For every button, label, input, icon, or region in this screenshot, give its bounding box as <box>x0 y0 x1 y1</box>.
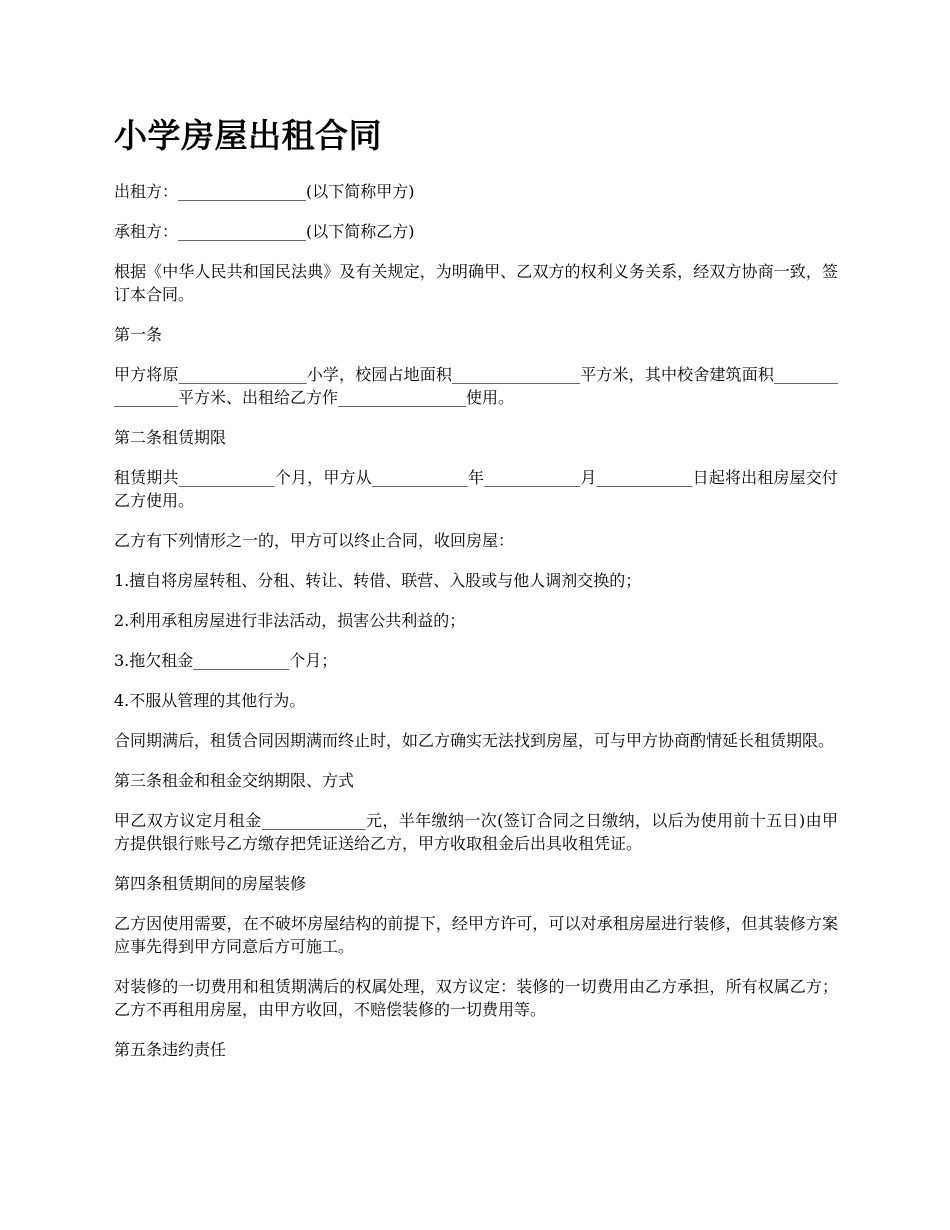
document-body <box>114 180 838 1078</box>
article-4-heading: 第四条租赁期间的房屋装修 <box>114 874 307 893</box>
preamble-paragraph: 根据《中华人民共和国民法典》及有关规定，为明确甲、乙双方的权利义务关系，经双方协商一致，签订本合同。 <box>114 262 838 304</box>
termination-item-3: 3.拖欠租金____________个月； <box>114 651 338 670</box>
renewal-paragraph: 合同期满后，租赁合同因期满而终止时，如乙方确实无法找到房屋，可与甲方协商酌情延长租赁期限。 <box>114 731 835 750</box>
lessor-line: 出租方：________________(以下简称甲方) <box>114 182 415 201</box>
article-2-text: 租赁期共____________个月，甲方从____________年____________月____________日起将出租房屋交付乙方使用。 <box>114 468 838 510</box>
article-4-text-2: 对装修的一切费用和租赁期满后的权属处理，双方议定：装修的一切费用由乙方承担，所有权属乙方；乙方不再租用房屋，由甲方收回，不赔偿装修的一切费用等。 <box>114 977 838 1019</box>
article-2-heading: 第二条租赁期限 <box>114 428 227 447</box>
termination-item-4: 4.不服从管理的其他行为。 <box>114 691 306 710</box>
termination-item-1: 1.擅自将房屋转租、分租、转让、转借、联营、入股或与他人调剂交换的； <box>114 571 642 590</box>
article-4-text-1: 乙方因使用需要，在不破坏房屋结构的前提下，经甲方许可，可以对承租房屋进行装修，但其装修方案应事先得到甲方同意后方可施工。 <box>114 914 838 956</box>
termination-item-2: 2.利用承租房屋进行非法活动，损害公共利益的； <box>114 611 466 630</box>
lessee-line: 承租方：________________(以下简称乙方) <box>114 222 415 241</box>
article-5-heading: 第五条违约责任 <box>114 1040 227 1059</box>
document-title: 小学房屋出租合同 <box>114 116 382 155</box>
article-3-text: 甲乙双方议定月租金_____________元，半年缴纳一次(签订合同之日缴纳，以后为使用前十五日)由甲方提供银行账号乙方缴存把凭证送给乙方，甲方收取租金后出具收租凭证。 <box>114 811 838 853</box>
termination-intro: 乙方有下列情形之一的，甲方可以终止合同，收回房屋： <box>114 531 515 550</box>
article-1-heading: 第一条 <box>114 325 163 344</box>
article-3-heading: 第三条租金和租金交纳期限、方式 <box>114 771 355 790</box>
article-1-text: 甲方将原________________小学，校园占地面积________________平方米，其中校舍建筑面积________________平方米、出租给乙方作________________使用。 <box>114 365 838 407</box>
